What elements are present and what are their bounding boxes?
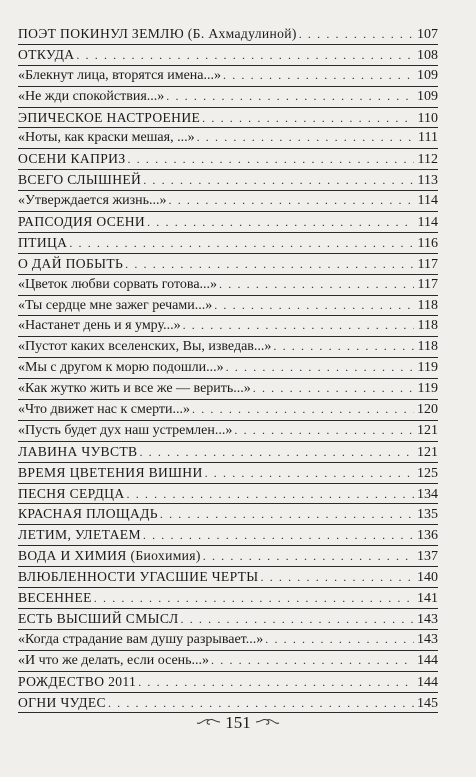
toc-entry-page: 121 (417, 444, 438, 460)
dot-leader (211, 651, 414, 671)
right-ornament-icon (255, 716, 281, 732)
toc-entry-title: ПЕСНЯ СЕРДЦА (18, 485, 125, 501)
toc-entry (18, 484, 438, 505)
toc-entry (18, 316, 438, 337)
dot-leader (127, 150, 414, 170)
toc-entry-page: 116 (417, 235, 438, 251)
dot-leader (143, 171, 414, 191)
dot-leader (226, 358, 414, 378)
toc-entry-title: ЭПИЧЕСКОЕ НАСТРОЕНИЕ (18, 109, 201, 125)
toc-entry (18, 275, 438, 296)
toc-entry-page: 113 (417, 173, 438, 189)
toc-entry-title: «Когда страдание вам душу разрывает...» (18, 631, 264, 647)
toc-entry-title: «Что движет нас к смерти...» (18, 402, 191, 418)
toc-entry-page: 137 (417, 549, 438, 565)
dot-leader (234, 421, 414, 441)
toc-entry-page: 119 (417, 381, 438, 397)
toc-entry-title: «Как жутко жить и все же — верить...» (18, 381, 251, 397)
dot-leader (143, 526, 414, 546)
toc-entry (18, 24, 438, 45)
dot-leader (166, 87, 414, 107)
toc-entry-title: ПОЭТ ПОКИНУЛ ЗЕМЛЮ (Б. Ахмадулиной) (18, 26, 297, 41)
toc-entry-page: 125 (417, 465, 438, 481)
toc-entry (18, 149, 438, 170)
toc-entry (18, 421, 438, 442)
toc-entry (18, 672, 438, 693)
toc-entry-title: ЕСТЬ ВЫСШИЙ СМЫСЛ (18, 610, 179, 626)
toc-entry-page: 121 (417, 422, 438, 438)
dot-leader (202, 109, 414, 129)
toc-entry (18, 504, 438, 525)
toc-entry-title: «Настанет день и я умру...» (18, 318, 181, 334)
toc-entry-title: «Мы с другом к морю подошли...» (18, 360, 224, 376)
toc-entry-page: 117 (417, 276, 438, 292)
dot-leader (265, 630, 414, 650)
toc-entry-title: ЛЕТИМ, УЛЕТАЕМ (18, 527, 141, 543)
toc-entry-page: 109 (417, 88, 438, 104)
toc-entry-page: 145 (417, 695, 438, 711)
toc-entry-title: О ДАЙ ПОБЫТЬ (18, 255, 124, 271)
table-of-contents (18, 24, 438, 713)
dot-leader (160, 505, 414, 525)
toc-entry (18, 337, 438, 358)
dot-leader (138, 673, 414, 693)
dot-leader (219, 275, 414, 295)
toc-entry-title: ВОДА И ХИМИЯ (Биохимия) (18, 548, 201, 564)
toc-entry (18, 170, 438, 191)
toc-entry (18, 630, 438, 651)
page-number-value: 151 (225, 713, 251, 732)
toc-entry-page: 118 (417, 318, 438, 334)
dot-leader (183, 316, 414, 336)
toc-entry-title: ВСЕГО СЛЫШНЕЙ (18, 172, 142, 188)
dot-leader (214, 296, 414, 316)
toc-entry (18, 296, 438, 317)
toc-entry (18, 66, 438, 87)
toc-entry-title: ОСЕНИ КАПРИЗ (18, 151, 126, 167)
toc-entry (18, 442, 438, 463)
toc-entry-title: ВЛЮБЛЕННОСТИ УГАСШИЕ ЧЕРТЫ (18, 569, 259, 585)
dot-leader (69, 234, 414, 254)
toc-entry (18, 358, 438, 379)
toc-entry-page: 117 (417, 256, 438, 272)
dot-leader (76, 46, 414, 66)
toc-entry (18, 87, 438, 108)
toc-entry-page: 140 (417, 570, 438, 586)
toc-entry-title: «Ты сердце мне зажег речами...» (18, 297, 213, 313)
toc-entry-title: «И что же делать, если осень...» (18, 652, 210, 668)
toc-entry-page: 114 (417, 215, 438, 231)
toc-entry-page: 110 (417, 110, 438, 126)
toc-entry-page: 109 (417, 67, 438, 83)
toc-entry-page: 136 (417, 528, 438, 544)
dot-leader (273, 337, 414, 357)
dot-leader (139, 443, 414, 463)
toc-entry (18, 525, 438, 546)
toc-entry-title: ОТКУДА (18, 46, 75, 62)
dot-leader (223, 66, 414, 86)
toc-entry-page: 144 (417, 674, 438, 690)
toc-entry-title: «Утверждается жизнь...» (18, 193, 167, 209)
left-ornament-icon (195, 716, 221, 732)
dot-leader (205, 464, 414, 484)
toc-entry-title: ОГНИ ЧУДЕС (18, 694, 106, 710)
toc-entry-title: «Блекнут лица, вторятся имена...» (18, 67, 221, 83)
toc-entry-page: 107 (417, 27, 438, 42)
toc-entry (18, 45, 438, 66)
dot-leader (108, 694, 414, 714)
toc-entry (18, 588, 438, 609)
toc-entry-page: 135 (417, 507, 438, 523)
toc-entry (18, 546, 438, 567)
toc-entry (18, 191, 438, 212)
dot-leader (197, 128, 414, 148)
toc-entry-title: «Пусть будет дух наш устремлен...» (18, 422, 233, 438)
toc-entry-page: 111 (418, 130, 438, 146)
dot-leader (169, 191, 414, 211)
toc-entry-page: 114 (417, 193, 438, 209)
toc-entry-title: «Пустот каких вселенских, Вы, изведав...» (18, 339, 272, 355)
toc-entry (18, 212, 438, 233)
dot-leader (192, 400, 414, 420)
dot-leader (125, 255, 414, 275)
toc-entry-page: 143 (417, 611, 438, 627)
toc-entry (18, 254, 438, 275)
toc-entry (18, 463, 438, 484)
toc-entry-title: ЛАВИНА ЧУВСТВ (18, 443, 138, 459)
toc-entry-title: ВРЕМЯ ЦВЕТЕНИЯ ВИШНИ (18, 464, 203, 480)
toc-entry-page: 118 (417, 339, 438, 355)
dot-leader (147, 213, 414, 233)
toc-entry (18, 400, 438, 421)
dot-leader (253, 379, 414, 399)
toc-entry-title: ПТИЦА (18, 234, 68, 250)
page-number (0, 713, 476, 733)
dot-leader (127, 485, 415, 505)
toc-entry (18, 128, 438, 149)
toc-entry-title: КРАСНАЯ ПЛОЩАДЬ (18, 506, 158, 522)
dot-leader (203, 547, 414, 567)
toc-entry (18, 233, 438, 254)
toc-entry-page: 119 (417, 360, 438, 376)
toc-entry (18, 108, 438, 129)
toc-entry-title: РОЖДЕСТВО 2011 (18, 673, 137, 689)
dot-leader (181, 610, 414, 630)
toc-entry (18, 609, 438, 630)
toc-entry-page: 143 (417, 631, 438, 647)
toc-entry (18, 379, 438, 400)
toc-entry-page: 112 (417, 152, 438, 168)
toc-entry-title: РАПСОДИЯ ОСЕНИ (18, 214, 146, 230)
toc-entry-title: «Цветок любви сорвать готова...» (18, 276, 218, 292)
toc-entry-page: 134 (417, 486, 438, 502)
toc-entry-title: «Ноты, как краски мешая, ...» (18, 130, 195, 146)
dot-leader (299, 25, 414, 45)
toc-entry (18, 651, 438, 672)
toc-entry (18, 567, 438, 588)
toc-entry (18, 693, 438, 714)
toc-entry-title: ВЕСЕННЕЕ (18, 590, 92, 606)
toc-entry-page: 108 (417, 47, 438, 63)
toc-entry-title: «Не жди спокойствия...» (18, 88, 165, 104)
toc-entry-page: 141 (417, 591, 438, 607)
dot-leader (261, 568, 415, 588)
toc-entry-page: 120 (417, 402, 438, 418)
dot-leader (94, 589, 414, 609)
toc-entry-page: 144 (417, 652, 438, 668)
toc-entry-page: 118 (417, 297, 438, 313)
